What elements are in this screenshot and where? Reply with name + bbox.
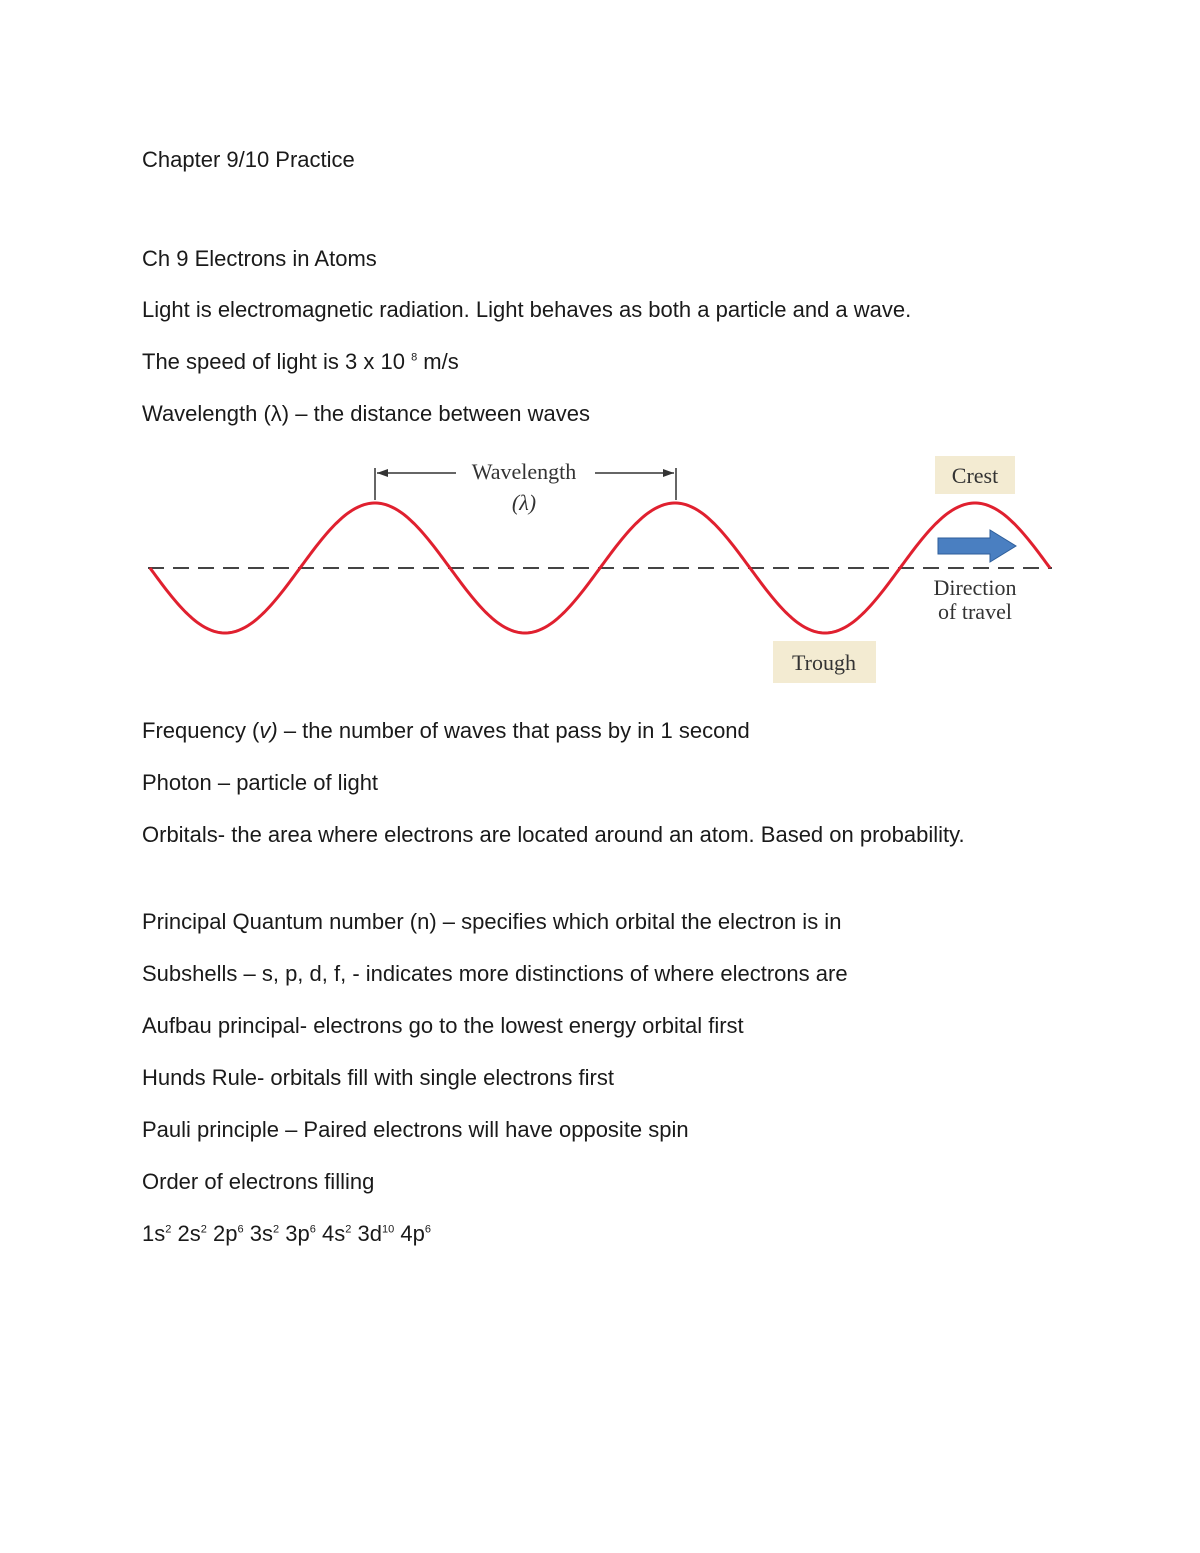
hunds-rule-definition: Hunds Rule- orbitals fill with single electrons first — [142, 1065, 614, 1090]
filling-order-sequence — [142, 1219, 431, 1249]
frequency-suffix: – the number of waves that pass by in 1 second — [277, 718, 750, 743]
speed-prefix: The speed of light is 3 x 10 — [142, 349, 412, 374]
orbital-electron-count: 2 — [200, 1223, 207, 1236]
direction-label-line1: Direction — [933, 575, 1017, 600]
frequency-symbol: v) — [259, 718, 278, 743]
pauli-principle-definition: Pauli principle – Paired electrons will have opposite spin — [142, 1117, 689, 1142]
orbital-term — [400, 1221, 431, 1246]
document-title: Chapter 9/10 Practice — [142, 147, 355, 172]
direction-label-line2: of travel — [938, 599, 1012, 624]
orbital-term — [213, 1221, 244, 1246]
orbital-term — [142, 1221, 171, 1246]
orbital-label: 4p — [400, 1221, 425, 1246]
orbital-label: 3p — [285, 1221, 310, 1246]
orbital-term — [322, 1221, 351, 1246]
photon-definition: Photon – particle of light — [142, 770, 379, 795]
wavelength-label: Wavelength — [471, 459, 577, 484]
orbital-electron-count: 2 — [345, 1223, 352, 1236]
principal-quantum-number-definition: Principal Quantum number (n) – specifies which orbital the electron is in — [142, 909, 842, 934]
trough-label: Trough — [792, 650, 856, 675]
orbitals-definition: Orbitals- the area where electrons are located around an atom. Based on probability. — [142, 822, 965, 847]
wavelength-arrowhead-right — [663, 469, 674, 477]
orbital-electron-count: 6 — [424, 1223, 431, 1236]
light-definition: Light is electromagnetic radiation. Light behaves as both a particle and a wave. — [142, 297, 912, 322]
speed-exponent: 8 — [411, 351, 418, 364]
wavelength-definition: Wavelength (λ) – the distance between waves — [142, 401, 590, 426]
orbital-term — [285, 1221, 316, 1246]
orbital-label: 3s — [249, 1221, 273, 1246]
orbital-electron-count: 6 — [309, 1223, 316, 1236]
orbital-label: 4s — [321, 1221, 346, 1246]
orbital-term — [178, 1221, 207, 1246]
orbital-electron-count: 2 — [272, 1223, 280, 1236]
section-heading: Ch 9 Electrons in Atoms — [142, 246, 377, 271]
orbital-label: 3d — [357, 1221, 382, 1246]
direction-arrow-icon — [938, 530, 1016, 562]
orbital-term — [357, 1221, 394, 1246]
orbital-electron-count: 2 — [165, 1223, 172, 1236]
aufbau-definition: Aufbau principal- electrons go to the lowest energy orbital first — [142, 1013, 744, 1038]
orbital-electron-count: 6 — [237, 1223, 244, 1236]
speed-of-light-line — [142, 347, 459, 377]
orbital-label: 1s — [142, 1221, 166, 1246]
crest-label: Crest — [951, 463, 999, 488]
filling-order-heading: Order of electrons filling — [142, 1169, 375, 1194]
orbital-label: 2p — [213, 1221, 238, 1246]
frequency-definition — [142, 716, 750, 746]
wavelength-symbol: (λ) — [511, 490, 537, 515]
wave-diagram — [140, 448, 1060, 698]
wavelength-arrowhead-left — [377, 469, 388, 477]
orbital-term — [250, 1221, 279, 1246]
subshells-definition: Subshells – s, p, d, f, - indicates more distinctions of where electrons are — [142, 961, 848, 986]
frequency-prefix: Frequency ( — [142, 718, 260, 743]
orbital-label: 2s — [177, 1221, 201, 1246]
orbital-electron-count: 10 — [381, 1223, 395, 1236]
speed-suffix: m/s — [417, 349, 459, 374]
